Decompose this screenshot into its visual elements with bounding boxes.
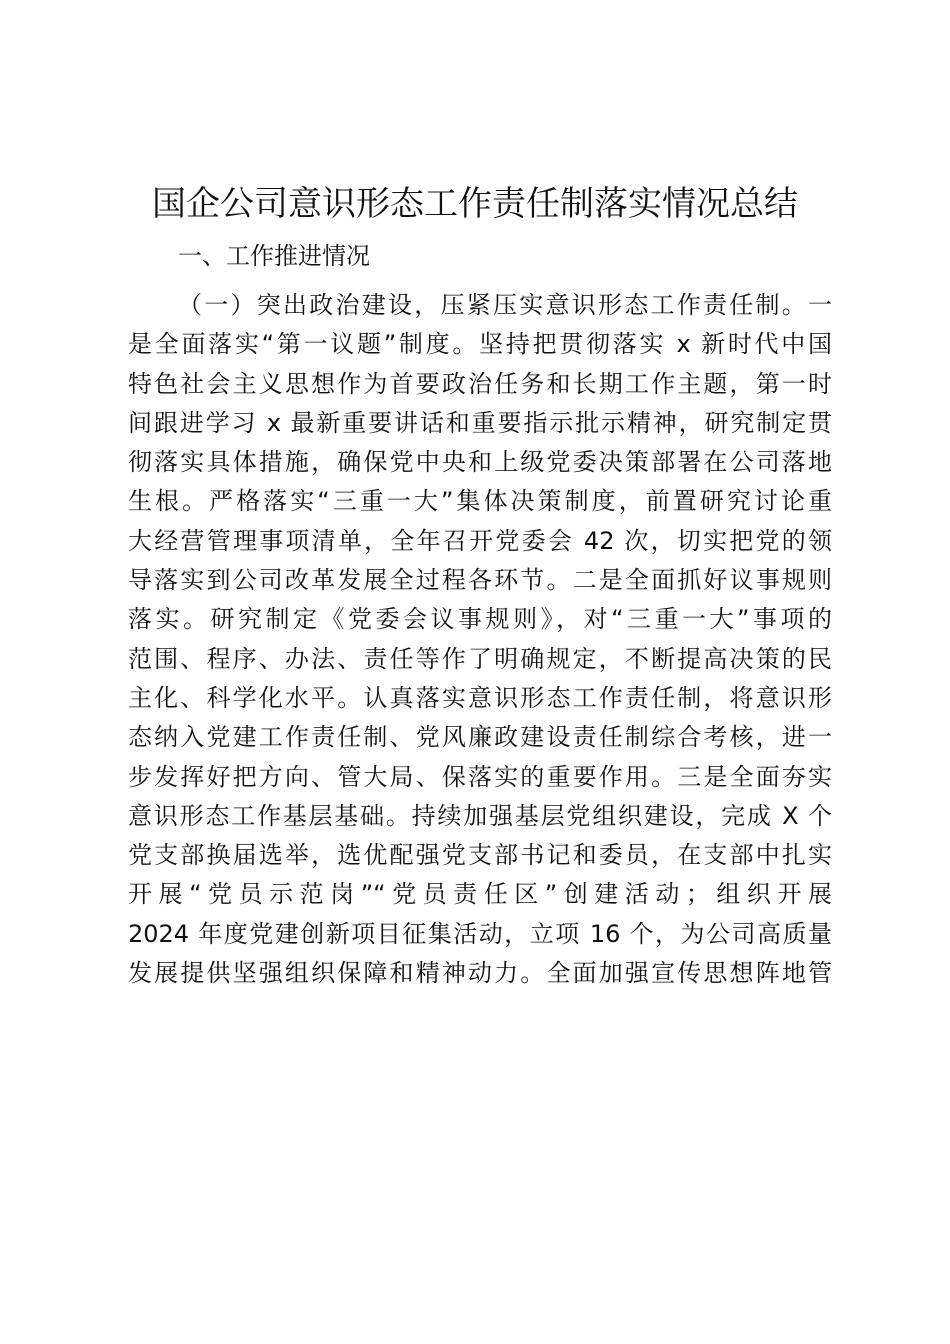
paragraph-line: 开展“党员示范岗”“党员责任区”创建活动；组织开展 [128,880,832,909]
paragraph-line: 导落实到公司改革发展全过程各环节。二是全面抓好议事规则 [128,566,832,595]
paragraph-line: 范围、程序、办法、责任等作了明确规定，不断提高决策的民 [128,644,832,673]
section-heading: 一、工作推进情况 [178,242,370,270]
paragraph-line: 大经营管理事项清单，全年召开党委会 42 次，切实把党的领 [128,526,832,555]
paragraph-line: 彻落实具体措施，确保党中央和上级党委决策部署在公司落地 [128,448,832,477]
paragraph-line: 步发挥好把方向、管大局、保落实的重要作用。三是全面夯实 [128,762,832,791]
paragraph-line: 落实。研究制定《党委会议事规则》，对“三重一大”事项的 [128,605,832,634]
paragraph-line: 2024 年度党建创新项目征集活动，立项 16 个，为公司高质量 [128,919,832,948]
paragraph-line: 党支部换届选举，选优配强党支部书记和委员，在支部中扎实 [128,841,832,870]
paragraph-line: 生根。严格落实“三重一大”集体决策制度，前置研究讨论重 [128,487,832,516]
paragraph-line: （一）突出政治建设，压紧压实意识形态工作责任制。一 [178,291,832,319]
paragraph-line: 态纳入党建工作责任制、党风廉政建设责任制综合考核，进一 [128,723,832,752]
paragraph-line: 间跟进学习 x 最新重要讲话和重要指示批示精神，研究制定贯 [128,408,832,437]
paragraph-line: 是全面落实“第一议题”制度。坚持把贯彻落实 x 新时代中国 [128,330,832,359]
paragraph-line: 主化、科学化水平。认真落实意识形态工作责任制，将意识形 [128,683,832,712]
document-title: 国企公司意识形态工作责任制落实情况总结 [152,184,798,224]
paragraph-line: 发展提供坚强组织保障和精神动力。全面加强宣传思想阵地管 [128,959,832,988]
body-paragraph [128,286,832,993]
paragraph-line: 特色社会主义思想作为首要政治任务和长期工作主题，第一时 [128,369,832,398]
paragraph-line: 意识形态工作基层基础。持续加强基层党组织建设，完成 X 个 [128,801,832,830]
